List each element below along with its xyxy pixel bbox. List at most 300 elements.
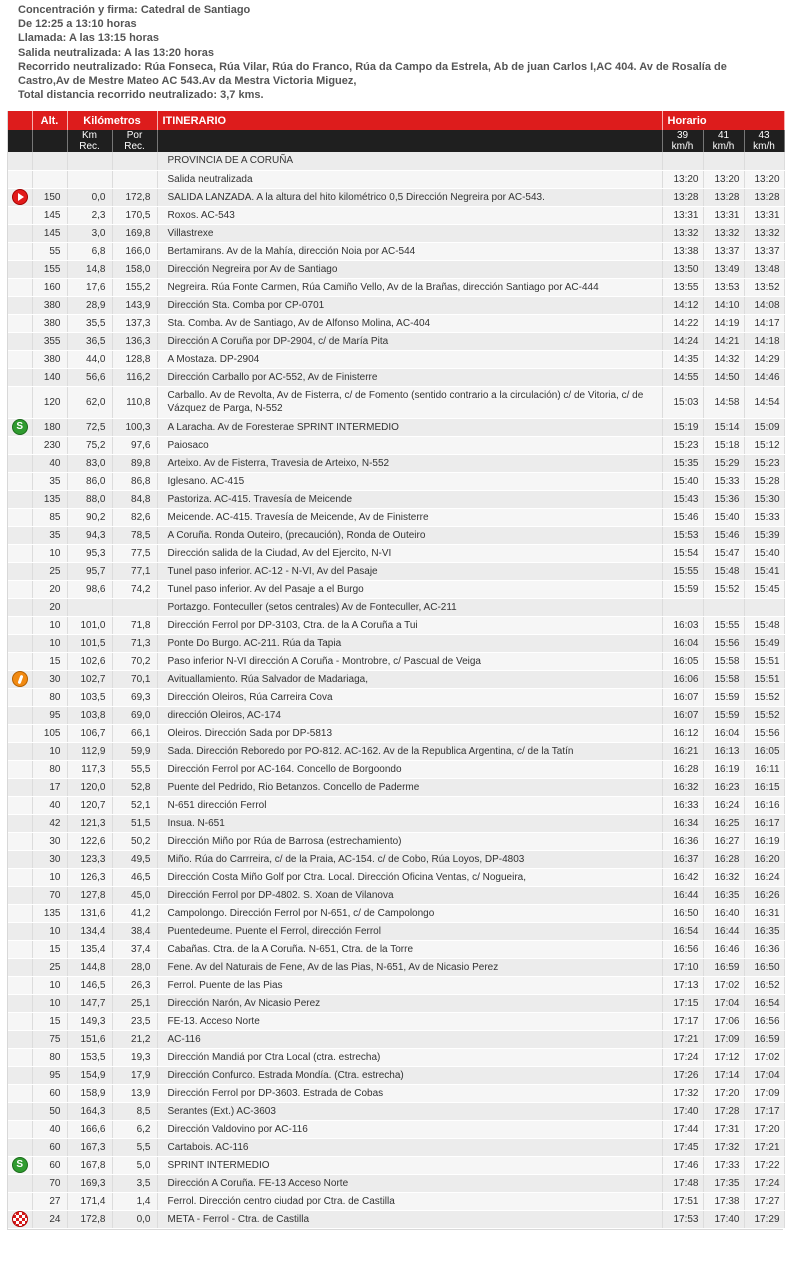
row-altitude: 10 (32, 634, 67, 652)
table-row (8, 940, 784, 958)
row-km-por-recorrer: 52,1 (112, 796, 157, 814)
row-time-39: 13:32 (662, 224, 703, 242)
row-time-41: 17:02 (703, 976, 744, 994)
row-time-43: 15:52 (744, 688, 784, 706)
row-altitude: 75 (32, 1030, 67, 1048)
table-row (8, 688, 784, 706)
row-km-recorridos: 36,5 (67, 332, 112, 350)
row-km-por-recorrer: 17,9 (112, 1066, 157, 1084)
subheader-km-rec: Km Rec. (67, 130, 112, 152)
row-time-41: 17:04 (703, 994, 744, 1012)
table-row (8, 634, 784, 652)
row-km-por-recorrer: 116,2 (112, 368, 157, 386)
row-icon-cell (8, 922, 32, 940)
row-icon-cell (8, 1084, 32, 1102)
row-km-recorridos: 167,3 (67, 1138, 112, 1156)
row-time-41: 13:53 (703, 278, 744, 296)
row-km-por-recorrer: 52,8 (112, 778, 157, 796)
row-altitude: 70 (32, 1174, 67, 1192)
table-row (8, 314, 784, 332)
row-time-43: 14:46 (744, 368, 784, 386)
header-alt: Alt. (32, 111, 67, 130)
row-icon-cell (8, 706, 32, 724)
table-row (8, 760, 784, 778)
row-km-recorridos: 28,9 (67, 296, 112, 314)
row-km-recorridos: 158,9 (67, 1084, 112, 1102)
row-time-41: 15:55 (703, 616, 744, 634)
row-time-43: 13:37 (744, 242, 784, 260)
row-km-por-recorrer: 110,8 (112, 386, 157, 418)
row-time-43: 15:49 (744, 634, 784, 652)
row-km-recorridos: 72,5 (67, 418, 112, 436)
row-km-por-recorrer: 136,3 (112, 332, 157, 350)
row-time-43: 16:11 (744, 760, 784, 778)
row-icon-cell (8, 778, 32, 796)
finish-icon (12, 1211, 28, 1227)
row-time-41: 15:58 (703, 670, 744, 688)
row-icon-cell (8, 1120, 32, 1138)
row-km-por-recorrer: 59,9 (112, 742, 157, 760)
row-km-por-recorrer (112, 170, 157, 188)
row-km-recorridos: 151,6 (67, 1030, 112, 1048)
table-row (8, 170, 784, 188)
row-icon-cell (8, 616, 32, 634)
row-time-43: 16:36 (744, 940, 784, 958)
row-km-recorridos: 172,8 (67, 1210, 112, 1228)
table-row (8, 454, 784, 472)
row-altitude: 155 (32, 260, 67, 278)
row-time-43: 16:59 (744, 1030, 784, 1048)
row-time-41: 16:59 (703, 958, 744, 976)
table-row (8, 706, 784, 724)
row-altitude: 380 (32, 350, 67, 368)
row-time-39: 17:48 (662, 1174, 703, 1192)
feed-icon (12, 671, 28, 687)
row-time-43: 14:08 (744, 296, 784, 314)
info-line: Total distancia recorrido neutralizado: 3,7 kms. (18, 89, 264, 102)
row-time-43: 14:17 (744, 314, 784, 332)
row-icon-cell (8, 332, 32, 350)
row-itinerario: Dirección Ferrol por DP-3103, Ctra. de la A Coruña a Tui (157, 616, 662, 634)
row-km-recorridos (67, 152, 112, 170)
row-km-por-recorrer: 45,0 (112, 886, 157, 904)
row-itinerario: Puente del Pedrido, Rio Betanzos. Concello de Paderme (157, 778, 662, 796)
row-time-41: 17:32 (703, 1138, 744, 1156)
row-icon-cell (8, 152, 32, 170)
row-icon-cell (8, 1174, 32, 1192)
row-time-41 (703, 598, 744, 616)
row-itinerario: Dirección Costa Miño Golf por Ctra. Local. Dirección Oficina Ventas, c/ Nogueira, (157, 868, 662, 886)
row-icon-cell (8, 418, 32, 436)
row-altitude: 230 (32, 436, 67, 454)
row-km-por-recorrer: 155,2 (112, 278, 157, 296)
row-km-por-recorrer: 51,5 (112, 814, 157, 832)
row-itinerario: Ferrol. Dirección centro ciudad por Ctra. de Castilla (157, 1192, 662, 1210)
table-row (8, 386, 784, 418)
row-time-41: 15:59 (703, 688, 744, 706)
row-time-43: 14:18 (744, 332, 784, 350)
row-time-39: 17:45 (662, 1138, 703, 1156)
row-altitude: 50 (32, 1102, 67, 1120)
row-time-43: 16:05 (744, 742, 784, 760)
row-km-recorridos: 120,7 (67, 796, 112, 814)
row-time-39: 16:03 (662, 616, 703, 634)
row-altitude: 95 (32, 1066, 67, 1084)
row-itinerario: Carballo. Av de Revolta, Av de Fisterra, c/ de Fomento (sentido contrario a la circulación) c/ de Vitoria, c/ de Vázquez de Parga, N-552 (157, 386, 662, 418)
sprint-icon: S (12, 419, 28, 435)
row-itinerario: AC-116 (157, 1030, 662, 1048)
itinerary-table (8, 111, 785, 1229)
row-itinerario: Dirección Ferrol por AC-164. Concello de Borgoondo (157, 760, 662, 778)
row-itinerario: Iglesano. AC-415 (157, 472, 662, 490)
row-time-41: 16:19 (703, 760, 744, 778)
table-row (8, 742, 784, 760)
row-km-por-recorrer: 5,5 (112, 1138, 157, 1156)
info-line: Salida neutralizada: A las 13:20 horas (18, 46, 215, 59)
table-row (8, 868, 784, 886)
row-time-41: 13:20 (703, 170, 744, 188)
row-km-recorridos: 153,5 (67, 1048, 112, 1066)
table-row (8, 1120, 784, 1138)
row-time-43: 17:04 (744, 1066, 784, 1084)
row-time-41: 15:33 (703, 472, 744, 490)
table-row (8, 850, 784, 868)
row-itinerario: Arteixo. Av de Fisterra, Travesia de Arteixo, N-552 (157, 454, 662, 472)
table-row (8, 490, 784, 508)
row-time-39: 13:31 (662, 206, 703, 224)
row-icon-cell (8, 562, 32, 580)
info-line: De 12:25 a 13:10 horas (18, 18, 137, 31)
row-time-41: 17:09 (703, 1030, 744, 1048)
row-itinerario: Pastoriza. AC-415. Travesía de Meicende (157, 490, 662, 508)
row-icon-cell (8, 742, 32, 760)
row-km-recorridos: 6,8 (67, 242, 112, 260)
row-km-recorridos: 44,0 (67, 350, 112, 368)
row-km-por-recorrer: 66,1 (112, 724, 157, 742)
row-altitude: 60 (32, 1156, 67, 1174)
row-km-por-recorrer: 23,5 (112, 1012, 157, 1030)
row-time-39: 16:33 (662, 796, 703, 814)
table-row (8, 580, 784, 598)
row-time-41: 16:27 (703, 832, 744, 850)
row-time-39: 14:35 (662, 350, 703, 368)
row-time-41: 15:52 (703, 580, 744, 598)
row-km-recorridos: 0,0 (67, 188, 112, 206)
row-time-41: 17:14 (703, 1066, 744, 1084)
start-icon (12, 189, 28, 205)
row-icon-cell (8, 958, 32, 976)
row-km-por-recorrer (112, 152, 157, 170)
row-time-43: 16:31 (744, 904, 784, 922)
row-km-por-recorrer: 13,9 (112, 1084, 157, 1102)
stage-info (18, 3, 778, 102)
row-time-43: 16:50 (744, 958, 784, 976)
row-itinerario: Insua. N-651 (157, 814, 662, 832)
row-km-por-recorrer: 74,2 (112, 580, 157, 598)
row-icon-cell (8, 1030, 32, 1048)
row-altitude: 120 (32, 386, 67, 418)
row-time-39: 16:37 (662, 850, 703, 868)
row-altitude: 180 (32, 418, 67, 436)
row-time-41: 13:32 (703, 224, 744, 242)
row-time-39 (662, 152, 703, 170)
row-time-41: 16:23 (703, 778, 744, 796)
row-itinerario: Campolongo. Dirección Ferrol por N-651, c/ de Campolongo (157, 904, 662, 922)
row-time-39: 16:07 (662, 688, 703, 706)
row-altitude: 80 (32, 760, 67, 778)
row-time-39: 14:12 (662, 296, 703, 314)
row-time-39: 16:06 (662, 670, 703, 688)
row-itinerario: Tunel paso inferior. Av del Pasaje a el Burgo (157, 580, 662, 598)
row-km-por-recorrer: 0,0 (112, 1210, 157, 1228)
row-time-39: 15:19 (662, 418, 703, 436)
info-line: Recorrido neutralizado: Rúa Fonseca, Rúa Vilar, Rúa do Franco, Rúa da Campo da Estrela, Ab de juan Carlos I,AC 404. Av de Rosalía de Castro,Av de Mestre Mateo AC 543.Av da Mestra Victoria Miguez, (18, 60, 727, 88)
table-row (8, 242, 784, 260)
row-time-41: 15:36 (703, 490, 744, 508)
row-altitude: 17 (32, 778, 67, 796)
row-time-41: 16:13 (703, 742, 744, 760)
row-itinerario: Dirección A Coruña por DP-2904, c/ de María Pita (157, 332, 662, 350)
row-km-recorridos: 167,8 (67, 1156, 112, 1174)
table-row (8, 832, 784, 850)
row-km-por-recorrer: 78,5 (112, 526, 157, 544)
row-altitude: 24 (32, 1210, 67, 1228)
row-km-recorridos: 122,6 (67, 832, 112, 850)
row-time-43: 13:32 (744, 224, 784, 242)
info-line: Concentración y firma: Catedral de Santiago (18, 4, 251, 16)
table-row (8, 278, 784, 296)
row-km-recorridos: 35,5 (67, 314, 112, 332)
row-icon-cell (8, 1066, 32, 1084)
table-row (8, 1030, 784, 1048)
row-time-39: 16:12 (662, 724, 703, 742)
row-altitude: 145 (32, 206, 67, 224)
row-itinerario: Ponte Do Burgo. AC-211. Rúa da Tapia (157, 634, 662, 652)
row-altitude: 10 (32, 976, 67, 994)
row-km-por-recorrer: 1,4 (112, 1192, 157, 1210)
info-line: Llamada: A las 13:15 horas (18, 32, 160, 45)
row-altitude: 25 (32, 562, 67, 580)
table-row (8, 670, 784, 688)
table-row (8, 652, 784, 670)
row-itinerario: Ferrol. Puente de las Pias (157, 976, 662, 994)
row-km-por-recorrer: 100,3 (112, 418, 157, 436)
row-time-39: 16:42 (662, 868, 703, 886)
row-km-recorridos: 166,6 (67, 1120, 112, 1138)
row-time-43: 16:19 (744, 832, 784, 850)
row-icon-cell (8, 688, 32, 706)
row-icon-cell (8, 188, 32, 206)
row-icon-cell (8, 634, 32, 652)
row-time-39: 16:44 (662, 886, 703, 904)
row-time-41: 15:46 (703, 526, 744, 544)
row-time-41: 15:48 (703, 562, 744, 580)
row-icon-cell (8, 242, 32, 260)
row-altitude: 380 (32, 314, 67, 332)
subheader-speed-43: 43 km/h (744, 130, 784, 152)
row-time-41: 17:40 (703, 1210, 744, 1228)
row-altitude: 85 (32, 508, 67, 526)
row-time-39: 17:26 (662, 1066, 703, 1084)
table-row (8, 814, 784, 832)
row-itinerario: SPRINT INTERMEDIO (157, 1156, 662, 1174)
row-km-por-recorrer: 158,0 (112, 260, 157, 278)
row-time-39: 13:38 (662, 242, 703, 260)
header-icon-cell (8, 111, 32, 130)
itinerary-table-wrapper (7, 111, 783, 1230)
row-icon-cell (8, 724, 32, 742)
row-time-41: 15:40 (703, 508, 744, 526)
row-itinerario: Dirección Mandiá por Ctra Local (ctra. estrecha) (157, 1048, 662, 1066)
row-icon-cell (8, 598, 32, 616)
row-itinerario: Paiosaco (157, 436, 662, 454)
subheader-alt-cell (32, 130, 67, 152)
row-km-por-recorrer: 70,1 (112, 670, 157, 688)
row-icon-cell (8, 278, 32, 296)
row-km-por-recorrer: 71,3 (112, 634, 157, 652)
row-time-43: 15:56 (744, 724, 784, 742)
row-time-39: 13:55 (662, 278, 703, 296)
row-time-43: 17:02 (744, 1048, 784, 1066)
table-row (8, 296, 784, 314)
subheader-por-rec: Por Rec. (112, 130, 157, 152)
table-row (8, 1156, 784, 1174)
row-altitude: 10 (32, 868, 67, 886)
row-icon-cell (8, 940, 32, 958)
row-km-por-recorrer: 143,9 (112, 296, 157, 314)
row-time-39: 16:50 (662, 904, 703, 922)
row-icon-cell (8, 994, 32, 1012)
row-time-43: 17:21 (744, 1138, 784, 1156)
row-km-recorridos (67, 598, 112, 616)
row-itinerario: Salida neutralizada (157, 170, 662, 188)
row-itinerario: Fene. Av del Naturais de Fene, Av de las Pias, N-651, Av de Nicasio Perez (157, 958, 662, 976)
row-time-39: 16:21 (662, 742, 703, 760)
table-row (8, 1012, 784, 1030)
row-altitude: 80 (32, 1048, 67, 1066)
row-time-39: 15:40 (662, 472, 703, 490)
row-altitude: 135 (32, 904, 67, 922)
row-time-39: 17:44 (662, 1120, 703, 1138)
row-km-recorridos: 127,8 (67, 886, 112, 904)
row-time-41: 13:49 (703, 260, 744, 278)
row-km-recorridos: 121,3 (67, 814, 112, 832)
row-altitude: 40 (32, 1120, 67, 1138)
row-km-recorridos: 83,0 (67, 454, 112, 472)
row-km-por-recorrer: 41,2 (112, 904, 157, 922)
row-itinerario: Cartabois. AC-116 (157, 1138, 662, 1156)
header-row (8, 111, 784, 130)
table-row (8, 368, 784, 386)
subheader-row (8, 130, 784, 152)
row-time-39: 17:40 (662, 1102, 703, 1120)
row-km-recorridos: 120,0 (67, 778, 112, 796)
row-time-39: 15:54 (662, 544, 703, 562)
table-row (8, 1048, 784, 1066)
row-time-41: 14:19 (703, 314, 744, 332)
row-altitude: 15 (32, 940, 67, 958)
row-itinerario: Sada. Dirección Reboredo por PO-812. AC-162. Av de la Republica Argentina, c/ de la Tatín (157, 742, 662, 760)
row-itinerario: Avituallamiento. Rúa Salvador de Madariaga, (157, 670, 662, 688)
row-km-por-recorrer: 69,0 (112, 706, 157, 724)
row-time-41: 16:25 (703, 814, 744, 832)
row-time-43: 15:30 (744, 490, 784, 508)
row-altitude: 40 (32, 454, 67, 472)
row-altitude: 380 (32, 296, 67, 314)
row-altitude: 10 (32, 616, 67, 634)
row-time-43: 15:41 (744, 562, 784, 580)
row-km-por-recorrer: 49,5 (112, 850, 157, 868)
row-icon-cell (8, 1102, 32, 1120)
row-time-39: 16:04 (662, 634, 703, 652)
row-time-39: 16:34 (662, 814, 703, 832)
row-time-43: 15:09 (744, 418, 784, 436)
row-icon-cell (8, 350, 32, 368)
table-row (8, 188, 784, 206)
row-km-por-recorrer: 172,8 (112, 188, 157, 206)
table-row (8, 260, 784, 278)
row-km-recorridos: 94,3 (67, 526, 112, 544)
row-km-por-recorrer (112, 598, 157, 616)
row-icon-cell (8, 886, 32, 904)
row-itinerario: META - Ferrol - Ctra. de Castilla (157, 1210, 662, 1228)
sprint-icon: S (12, 1157, 28, 1173)
row-km-recorridos: 171,4 (67, 1192, 112, 1210)
table-row (8, 526, 784, 544)
row-km-por-recorrer: 70,2 (112, 652, 157, 670)
row-icon-cell (8, 296, 32, 314)
row-time-43: 15:39 (744, 526, 784, 544)
row-km-por-recorrer: 86,8 (112, 472, 157, 490)
row-km-por-recorrer: 19,3 (112, 1048, 157, 1066)
row-time-41: 16:28 (703, 850, 744, 868)
row-icon-cell (8, 170, 32, 188)
row-km-recorridos: 17,6 (67, 278, 112, 296)
row-altitude: 135 (32, 490, 67, 508)
row-time-39: 15:59 (662, 580, 703, 598)
row-time-39 (662, 598, 703, 616)
row-km-recorridos: 131,6 (67, 904, 112, 922)
row-time-41: 16:44 (703, 922, 744, 940)
row-km-recorridos: 102,7 (67, 670, 112, 688)
row-time-43: 16:26 (744, 886, 784, 904)
row-altitude: 355 (32, 332, 67, 350)
row-itinerario: Dirección Negreira por Av de Santiago (157, 260, 662, 278)
row-itinerario: Dirección Carballo por AC-552, Av de Finisterre (157, 368, 662, 386)
row-time-39: 15:53 (662, 526, 703, 544)
row-altitude (32, 152, 67, 170)
table-row (8, 332, 784, 350)
row-km-recorridos: 102,6 (67, 652, 112, 670)
row-km-por-recorrer: 3,5 (112, 1174, 157, 1192)
row-km-por-recorrer: 169,8 (112, 224, 157, 242)
row-itinerario: Dirección Ferrol por DP-3603. Estrada de Cobas (157, 1084, 662, 1102)
row-time-39: 15:03 (662, 386, 703, 418)
row-km-recorridos: 146,5 (67, 976, 112, 994)
row-km-recorridos: 149,3 (67, 1012, 112, 1030)
row-itinerario: PROVINCIA DE A CORUÑA (157, 152, 662, 170)
row-time-43: 16:54 (744, 994, 784, 1012)
row-km-recorridos (67, 170, 112, 188)
table-row (8, 206, 784, 224)
row-itinerario: Dirección Oleiros, Rúa Carreira Cova (157, 688, 662, 706)
row-icon-cell (8, 904, 32, 922)
row-time-39: 17:13 (662, 976, 703, 994)
row-altitude: 40 (32, 796, 67, 814)
row-km-por-recorrer: 69,3 (112, 688, 157, 706)
row-itinerario: Villastrexe (157, 224, 662, 242)
subheader-icon-cell (8, 130, 32, 152)
